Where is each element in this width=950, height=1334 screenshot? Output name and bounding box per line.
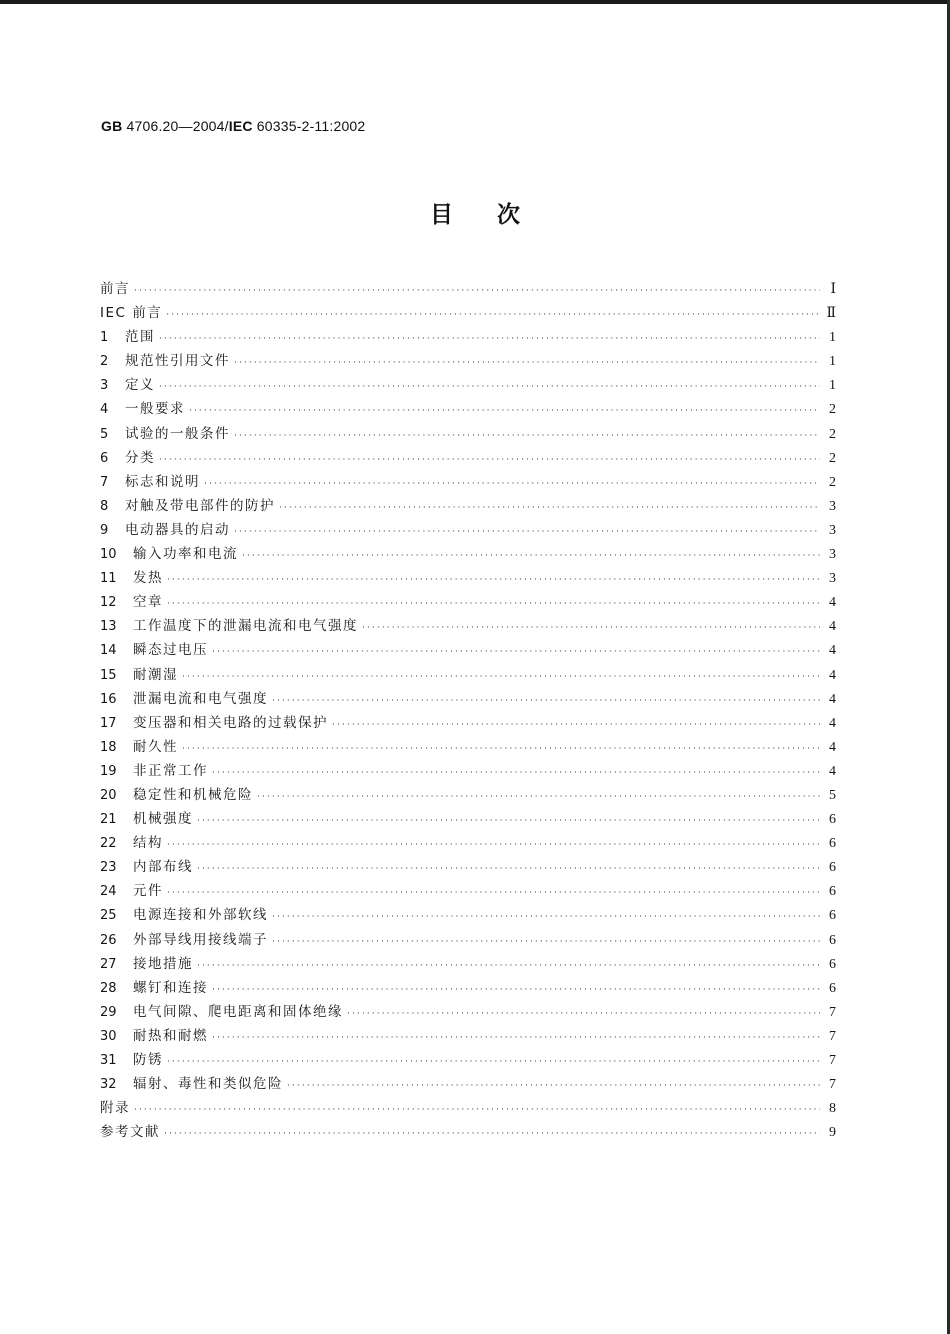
toc-dot-leader xyxy=(347,1002,820,1026)
toc-entry-label: 对触及带电部件的防护 xyxy=(125,497,275,514)
toc-entry-page-number: 4 xyxy=(829,667,836,683)
toc-dot-leader xyxy=(212,1026,820,1050)
toc-entry-number: 12 xyxy=(100,595,117,611)
toc-entry[interactable] xyxy=(100,1120,836,1144)
toc-entry-label: 标志和说明 xyxy=(125,473,200,490)
standard-gb-prefix: GB xyxy=(101,118,123,134)
toc-entry-page-number: 1 xyxy=(829,378,836,394)
toc-dot-leader xyxy=(234,520,820,544)
toc-entry-label: 稳定性和机械危险 xyxy=(133,786,253,803)
toc-dot-leader xyxy=(362,616,820,640)
toc-entry-label: 外部导线用接线端子 xyxy=(133,931,268,948)
toc-entry[interactable] xyxy=(100,1000,836,1024)
toc-entry[interactable] xyxy=(100,1024,836,1048)
toc-entry-label: 非正常工作 xyxy=(133,762,208,779)
toc-dot-leader xyxy=(197,954,820,978)
toc-entry-number: 10 xyxy=(100,547,117,563)
toc-entry-label: 螺钉和连接 xyxy=(133,979,208,996)
toc-entry[interactable] xyxy=(100,879,836,903)
toc-entry-label: 定义 xyxy=(125,377,155,394)
toc-entry-number: 11 xyxy=(100,571,117,587)
toc-entry-label: 内部布线 xyxy=(133,859,193,876)
toc-entry[interactable] xyxy=(100,952,836,976)
toc-entry[interactable] xyxy=(100,903,836,927)
toc-entry[interactable] xyxy=(100,349,836,373)
toc-entry-page-number: 8 xyxy=(829,1101,836,1117)
toc-entry[interactable] xyxy=(100,518,836,542)
toc-entry[interactable] xyxy=(100,831,836,855)
toc-dot-leader xyxy=(204,472,820,496)
toc-entry-label: 附录 xyxy=(100,1100,130,1117)
toc-entry-label: 输入功率和电流 xyxy=(133,546,238,563)
toc-entry-number: 4 xyxy=(100,402,109,418)
scan-edge-top xyxy=(0,0,950,4)
toc-entry-number: 9 xyxy=(100,522,109,538)
toc-entry-label: 电源连接和外部软线 xyxy=(133,907,268,924)
toc-dot-leader xyxy=(159,448,820,472)
toc-entry-label: 分类 xyxy=(125,449,155,466)
toc-entry-page-number: 7 xyxy=(829,1028,836,1044)
toc-entry-number: 25 xyxy=(100,908,117,924)
toc-entry[interactable] xyxy=(100,542,836,566)
toc-entry-page-number: 5 xyxy=(829,787,836,803)
toc-entry-page-number: 6 xyxy=(829,980,836,996)
toc-dot-leader xyxy=(182,737,820,761)
toc-entry[interactable] xyxy=(100,277,836,301)
toc-dot-leader xyxy=(257,785,820,809)
toc-entry-number: 32 xyxy=(100,1077,117,1093)
toc-entry-number: 23 xyxy=(100,860,117,876)
toc-entry-page-number: 7 xyxy=(829,1053,836,1068)
toc-entry-page-number: 6 xyxy=(829,884,836,900)
toc-dot-leader xyxy=(159,327,820,351)
toc-entry-number: 24 xyxy=(100,884,117,900)
toc-entry[interactable] xyxy=(100,687,836,711)
toc-dot-leader xyxy=(167,1050,820,1074)
toc-entry-number: 27 xyxy=(100,956,117,972)
toc-entry[interactable] xyxy=(100,759,836,783)
toc-title-char-2: 次 xyxy=(497,202,520,228)
toc-entry-label: 试验的一般条件 xyxy=(125,425,230,442)
toc-dot-leader xyxy=(134,279,820,303)
toc-entry-page-number: 4 xyxy=(829,619,836,635)
toc-entry-page-number: 4 xyxy=(829,715,836,731)
toc-dot-leader xyxy=(182,665,820,689)
toc-entry-label: 电动器具的启动 xyxy=(125,521,230,538)
toc-entry[interactable] xyxy=(100,566,836,590)
toc-entry[interactable] xyxy=(100,325,836,349)
toc-entry-page-number: 7 xyxy=(829,1077,836,1093)
toc-entry[interactable] xyxy=(100,397,836,421)
toc-entry-label: 工作温度下的泄漏电流和电气强度 xyxy=(133,618,358,635)
standard-number-header xyxy=(101,118,365,134)
toc-entry[interactable] xyxy=(100,638,836,662)
toc-dot-leader xyxy=(189,399,820,423)
toc-entry-label: 电气间隙、爬电距离和固体绝缘 xyxy=(133,1003,343,1020)
toc-dot-leader xyxy=(242,544,820,568)
toc-dot-leader xyxy=(134,1098,820,1122)
toc-entry-page-number: 6 xyxy=(829,908,836,924)
toc-entry-label: 规范性引用文件 xyxy=(125,353,230,370)
toc-dot-leader xyxy=(212,978,820,1002)
toc-entry-number: 16 xyxy=(100,691,117,707)
toc-entry-label: 参考文献 xyxy=(100,1124,160,1141)
toc-entry-number: 6 xyxy=(100,450,109,466)
toc-dot-leader xyxy=(212,640,820,664)
toc-entry-page-number: 1 xyxy=(829,330,836,346)
toc-entry-page-number: 3 xyxy=(829,522,836,538)
toc-entry[interactable] xyxy=(100,1096,836,1120)
toc-entry-number: 17 xyxy=(100,715,117,731)
toc-title xyxy=(0,196,950,229)
toc-dot-leader xyxy=(272,930,820,954)
toc-entry-page-number: 3 xyxy=(829,498,836,514)
toc-entry-number: 22 xyxy=(100,836,117,852)
toc-entry-page-number: 6 xyxy=(829,836,836,852)
toc-entry[interactable] xyxy=(100,1048,836,1072)
toc-entry-page-number: 6 xyxy=(829,812,836,828)
toc-entry-label: 一般要求 xyxy=(125,401,185,418)
toc-entry-label: 接地措施 xyxy=(133,955,193,972)
toc-entry[interactable] xyxy=(100,855,836,879)
toc-entry[interactable] xyxy=(100,928,836,952)
toc-entry[interactable] xyxy=(100,735,836,759)
toc-entry[interactable] xyxy=(100,1072,836,1096)
toc-entry[interactable] xyxy=(100,711,836,735)
toc-entry-number: 2 xyxy=(100,354,109,370)
toc-dot-leader xyxy=(166,303,820,327)
toc-entry-page-number: 2 xyxy=(829,402,836,418)
toc-entry-label: 瞬态过电压 xyxy=(133,642,208,659)
toc-list xyxy=(100,277,836,1144)
toc-entry-page-number: 4 xyxy=(829,643,836,659)
toc-entry-number: 18 xyxy=(100,739,117,755)
toc-dot-leader xyxy=(197,857,820,881)
toc-entry-number: 20 xyxy=(100,787,117,803)
toc-entry-label: 发热 xyxy=(133,570,163,587)
standard-gb-number: 4706.20—2004/ xyxy=(122,118,229,134)
toc-entry-page-number: 4 xyxy=(829,739,836,755)
toc-entry-number: 28 xyxy=(100,980,117,996)
toc-entry-number: 3 xyxy=(100,378,109,394)
toc-entry[interactable] xyxy=(100,807,836,831)
toc-dot-leader xyxy=(279,496,820,520)
toc-entry-number: 31 xyxy=(100,1053,117,1068)
toc-entry-number: 13 xyxy=(100,619,117,635)
toc-entry-number: 14 xyxy=(100,643,117,659)
toc-entry-label: 耐久性 xyxy=(133,738,178,755)
toc-dot-leader xyxy=(167,833,820,857)
toc-entry-page-number: 1 xyxy=(829,354,836,370)
toc-entry-label: 元件 xyxy=(133,883,163,900)
toc-dot-leader xyxy=(159,375,820,399)
toc-entry-page-number: 6 xyxy=(829,860,836,876)
toc-entry[interactable] xyxy=(100,976,836,1000)
toc-entry[interactable] xyxy=(100,301,836,325)
toc-entry-label: 空章 xyxy=(133,594,163,611)
toc-dot-leader xyxy=(167,881,820,905)
toc-entry[interactable] xyxy=(100,614,836,638)
standard-iec-prefix: IEC xyxy=(228,118,253,134)
toc-entry-page-number: 2 xyxy=(829,450,836,466)
toc-entry-label: 变压器和相关电路的过载保护 xyxy=(133,714,328,731)
toc-entry-label: 前言 xyxy=(100,281,130,297)
toc-entry[interactable] xyxy=(100,663,836,687)
toc-entry-number: 15 xyxy=(100,667,117,683)
toc-entry-number: 8 xyxy=(100,498,109,514)
toc-entry-page-number: 3 xyxy=(829,547,836,563)
toc-entry-label: 耐热和耐燃 xyxy=(133,1027,208,1044)
standard-iec-number: 60335-2-11:2002 xyxy=(252,118,366,134)
toc-dot-leader xyxy=(212,761,820,785)
toc-entry-number: 21 xyxy=(100,812,117,828)
toc-entry[interactable] xyxy=(100,373,836,397)
toc-entry-page-number: 4 xyxy=(829,595,836,611)
toc-entry-page-number: Ⅱ xyxy=(826,306,836,322)
toc-dot-leader xyxy=(332,713,820,737)
toc-entry-label: 泄漏电流和电气强度 xyxy=(133,690,268,707)
toc-entry-page-number: 2 xyxy=(829,426,836,442)
toc-dot-leader xyxy=(287,1074,820,1098)
toc-entry-label: 机械强度 xyxy=(133,811,193,828)
toc-entry[interactable] xyxy=(100,446,836,470)
toc-entry-label: 耐潮湿 xyxy=(133,666,178,683)
toc-entry-label: 防锈 xyxy=(133,1052,163,1068)
toc-entry-page-number: 4 xyxy=(829,763,836,779)
toc-entry-page-number: 3 xyxy=(829,571,836,587)
toc-title-char-1: 目 xyxy=(430,202,453,228)
toc-entry-number: 26 xyxy=(100,932,117,948)
toc-entry-number: 5 xyxy=(100,426,109,442)
toc-entry[interactable] xyxy=(100,422,836,446)
toc-dot-leader xyxy=(167,592,820,616)
toc-dot-leader xyxy=(197,809,820,833)
toc-dot-leader xyxy=(272,905,820,929)
toc-entry-number: 19 xyxy=(100,763,117,779)
toc-entry-number: 29 xyxy=(100,1004,117,1020)
toc-entry-label: 辐射、毒性和类似危险 xyxy=(133,1076,283,1093)
toc-entry-label: 范围 xyxy=(125,329,155,346)
toc-entry-page-number: Ⅰ xyxy=(830,282,836,297)
toc-entry-page-number: 2 xyxy=(829,474,836,490)
toc-entry-number: 30 xyxy=(100,1028,117,1044)
toc-dot-leader xyxy=(164,1122,820,1146)
toc-entry[interactable] xyxy=(100,590,836,614)
toc-entry[interactable] xyxy=(100,783,836,807)
toc-dot-leader xyxy=(234,424,820,448)
toc-entry-page-number: 4 xyxy=(829,691,836,707)
toc-entry[interactable] xyxy=(100,470,836,494)
toc-entry-page-number: 6 xyxy=(829,956,836,972)
toc-entry-label: IEC 前言 xyxy=(100,305,163,322)
toc-dot-leader xyxy=(234,351,820,375)
toc-dot-leader xyxy=(272,689,820,713)
toc-entry-number: 7 xyxy=(100,474,109,490)
toc-dot-leader xyxy=(167,568,820,592)
toc-entry-page-number: 7 xyxy=(829,1004,836,1020)
toc-entry[interactable] xyxy=(100,494,836,518)
toc-entry-number: 1 xyxy=(100,330,109,346)
toc-entry-page-number: 9 xyxy=(829,1125,836,1141)
toc-entry-page-number: 6 xyxy=(829,932,836,948)
toc-entry-label: 结构 xyxy=(133,835,163,852)
